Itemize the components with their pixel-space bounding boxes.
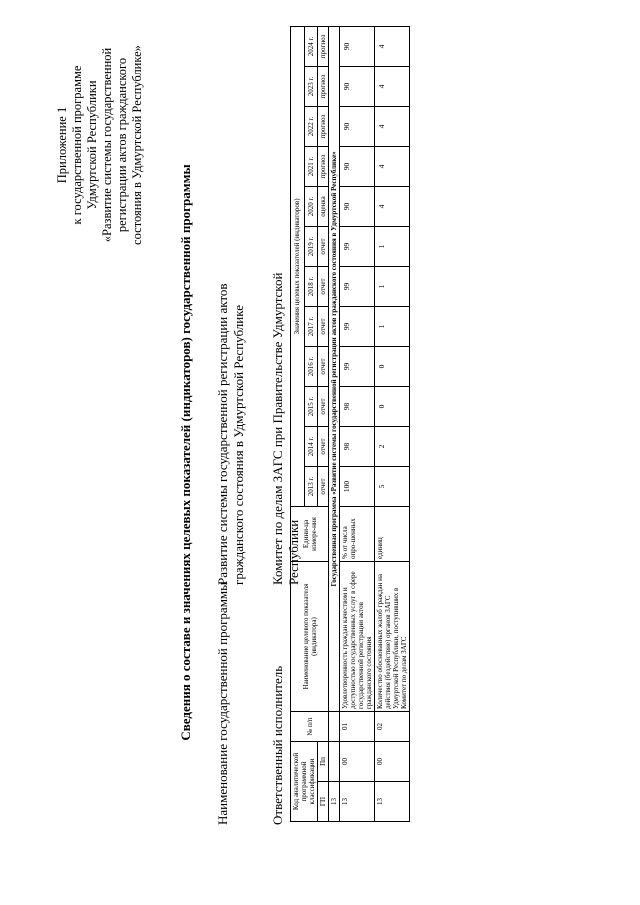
appendix-block [55,15,145,275]
status-cell: прогноз [318,147,329,187]
row-value: 90 [340,67,375,107]
header-pp: Пп [318,742,329,782]
appendix-line-4: «Развитие системы государственной [100,47,114,243]
section-gp: 13 [329,782,340,822]
row-num: 02 [375,712,410,742]
row-pp: 00 [340,742,375,782]
row-value: 1 [375,267,410,307]
status-cell: отчет [318,467,329,507]
row-num: 01 [340,712,375,742]
appendix-line-5: регистрации актов гражданского [115,57,129,233]
row-value: 99 [340,347,375,387]
header-code: Код аналитической программной классификации [291,742,318,822]
row-indicator-name: Удовлетворенность граждан качеством и доступностью государственных услуг в сфере государственной регистрации актов гражданского состояния [340,562,375,712]
header-values: Значения целевых показателей (индикаторов) [291,26,305,506]
year-cell: 2014 г. [304,427,318,467]
row-value: 100 [340,467,375,507]
executor-label: Ответственный исполнитель [270,665,285,825]
year-cell: 2023 г. [304,67,318,107]
row-value: 0 [375,387,410,427]
year-cell: 2017 г. [304,307,318,347]
row-value: 4 [375,26,410,66]
row-value: 4 [375,107,410,147]
appendix-line-3: Удмуртской Республики [85,80,99,210]
row-unit: % от числа опро-шенных [340,507,375,562]
status-cell: прогноз [318,67,329,107]
year-cell: 2020 г. [304,187,318,227]
indicators-table [290,26,410,822]
section-title: Государственная программа «Развитие системы государственной регистрации актов гражданского состояния в Удмуртской Республике» [329,26,340,711]
document-title: Сведения о составе и значениях целевых показателей (индикаторов) государственной программы [178,164,193,741]
program-name-label: Наименование государственной программы [215,582,230,825]
row-value: 99 [340,307,375,347]
row-gp: 13 [340,782,375,822]
executor-value: Комитет по делам ЗАГС при Правительстве Удмуртской Республики [270,272,301,585]
row-value: 99 [340,267,375,307]
section-pp-empty [329,742,340,782]
program-name-value: Развитие системы государственной регистрации актов гражданского состояния в Удмуртской Республике [215,283,246,585]
year-cell: 2021 г. [304,147,318,187]
row-indicator-name: Количество обоснованных жалоб граждан на действия (бездействие) органов ЗАГС Удмуртской Республики, поступивших в Комитет по делам ЗАГС [375,562,410,712]
year-cell: 2013 г. [304,467,318,507]
header-name: Наименование целевого показателя (индикатора) [291,562,329,712]
year-cell: 2016 г. [304,347,318,387]
year-cell: 2019 г. [304,227,318,267]
year-cell: 2018 г. [304,267,318,307]
row-value: 90 [340,26,375,66]
status-cell: отчет [318,267,329,307]
header-row-1 [291,26,305,821]
status-cell: прогноз [318,26,329,66]
table-row [375,26,410,821]
section-num-empty [329,712,340,742]
row-value: 4 [375,147,410,187]
status-cell: прогноз [318,107,329,147]
section-row [329,26,340,821]
header-unit: Едини-ца измере-ния [291,507,329,562]
row-unit: единиц [375,507,410,562]
year-cell: 2022 г. [304,107,318,147]
row-value: 1 [375,307,410,347]
row-value: 2 [375,427,410,467]
row-value: 98 [340,427,375,467]
header-num: № п/п [291,712,329,742]
status-cell: оценка [318,187,329,227]
header-gp: ГП [318,782,329,822]
row-value: 5 [375,467,410,507]
status-cell: отчет [318,347,329,387]
row-value: 90 [340,107,375,147]
row-value: 99 [340,227,375,267]
row-value: 1 [375,227,410,267]
row-value: 90 [340,147,375,187]
appendix-line-1: Приложение 1 [55,106,69,184]
year-cell: 2015 г. [304,387,318,427]
row-value: 0 [375,347,410,387]
status-cell: отчет [318,387,329,427]
appendix-line-2: к государственной программе [70,65,84,225]
status-cell: отчет [318,307,329,347]
row-pp: 00 [375,742,410,782]
row-value: 98 [340,387,375,427]
table-row [340,26,375,821]
row-value: 90 [340,187,375,227]
row-value: 4 [375,67,410,107]
row-gp: 13 [375,782,410,822]
year-cell: 2024 г. [304,26,318,66]
status-cell: отчет [318,227,329,267]
status-cell: отчет [318,427,329,467]
appendix-line-6: состояния в Удмуртской Республике» [130,45,144,245]
row-value: 4 [375,187,410,227]
